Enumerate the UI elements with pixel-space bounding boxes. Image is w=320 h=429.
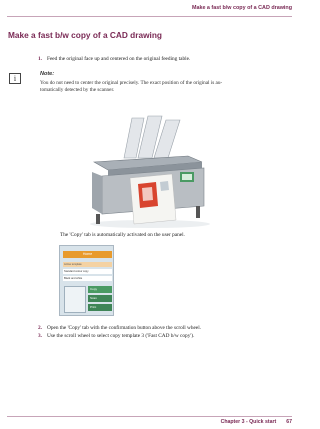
step-number: 1. <box>38 56 42 62</box>
step-1 <box>38 56 190 63</box>
panel-button-copy: Copy <box>88 286 112 293</box>
panel-line: Active template <box>63 262 112 267</box>
panel-preview <box>64 286 86 313</box>
page-title: Make a fast b/w copy of a CAD drawing <box>8 30 162 40</box>
footer-chapter: Chapter 3 - Quick start <box>220 419 277 425</box>
step-number: 2. <box>38 325 42 331</box>
plotter-illustration <box>72 110 220 230</box>
panel-tab-home: Home <box>63 251 112 258</box>
note-title: Note: <box>40 71 55 77</box>
sample-print <box>130 174 176 224</box>
panel-line: Standard colour copy <box>63 269 112 274</box>
step-number: 3. <box>38 333 42 339</box>
running-header: Make a fast b/w copy of a CAD drawing <box>191 5 292 11</box>
printer-panel <box>180 172 194 182</box>
info-icon: i <box>9 73 21 84</box>
output-trays <box>124 116 180 158</box>
user-panel-screenshot <box>59 245 114 316</box>
page-footer <box>0 417 292 427</box>
step-text: Use the scroll wheel to select copy template 3 ('Fast CAD b/w copy'). <box>47 333 195 339</box>
panel-caption: The 'Copy' tab is automatically activated on the user panel. <box>60 232 185 238</box>
note-body <box>40 80 290 94</box>
step-3 <box>38 333 194 340</box>
panel-line: Black and white <box>63 276 112 281</box>
page-number: 67 <box>286 419 292 425</box>
step-text: Open the 'Copy' tab with the confirmation button above the scroll wheel. <box>47 325 202 331</box>
step-text: Feed the original face up and centered on the original feeding table. <box>47 56 191 62</box>
header-rule <box>7 16 292 17</box>
step-2 <box>38 325 201 332</box>
note-line: You do not need to center the original precisely. The exact position of the original is au- <box>40 80 223 86</box>
panel-button-print: Print <box>88 304 112 311</box>
panel-button-scan: Scan <box>88 295 112 302</box>
note-line: tomatically detected by the scanner. <box>40 87 115 94</box>
